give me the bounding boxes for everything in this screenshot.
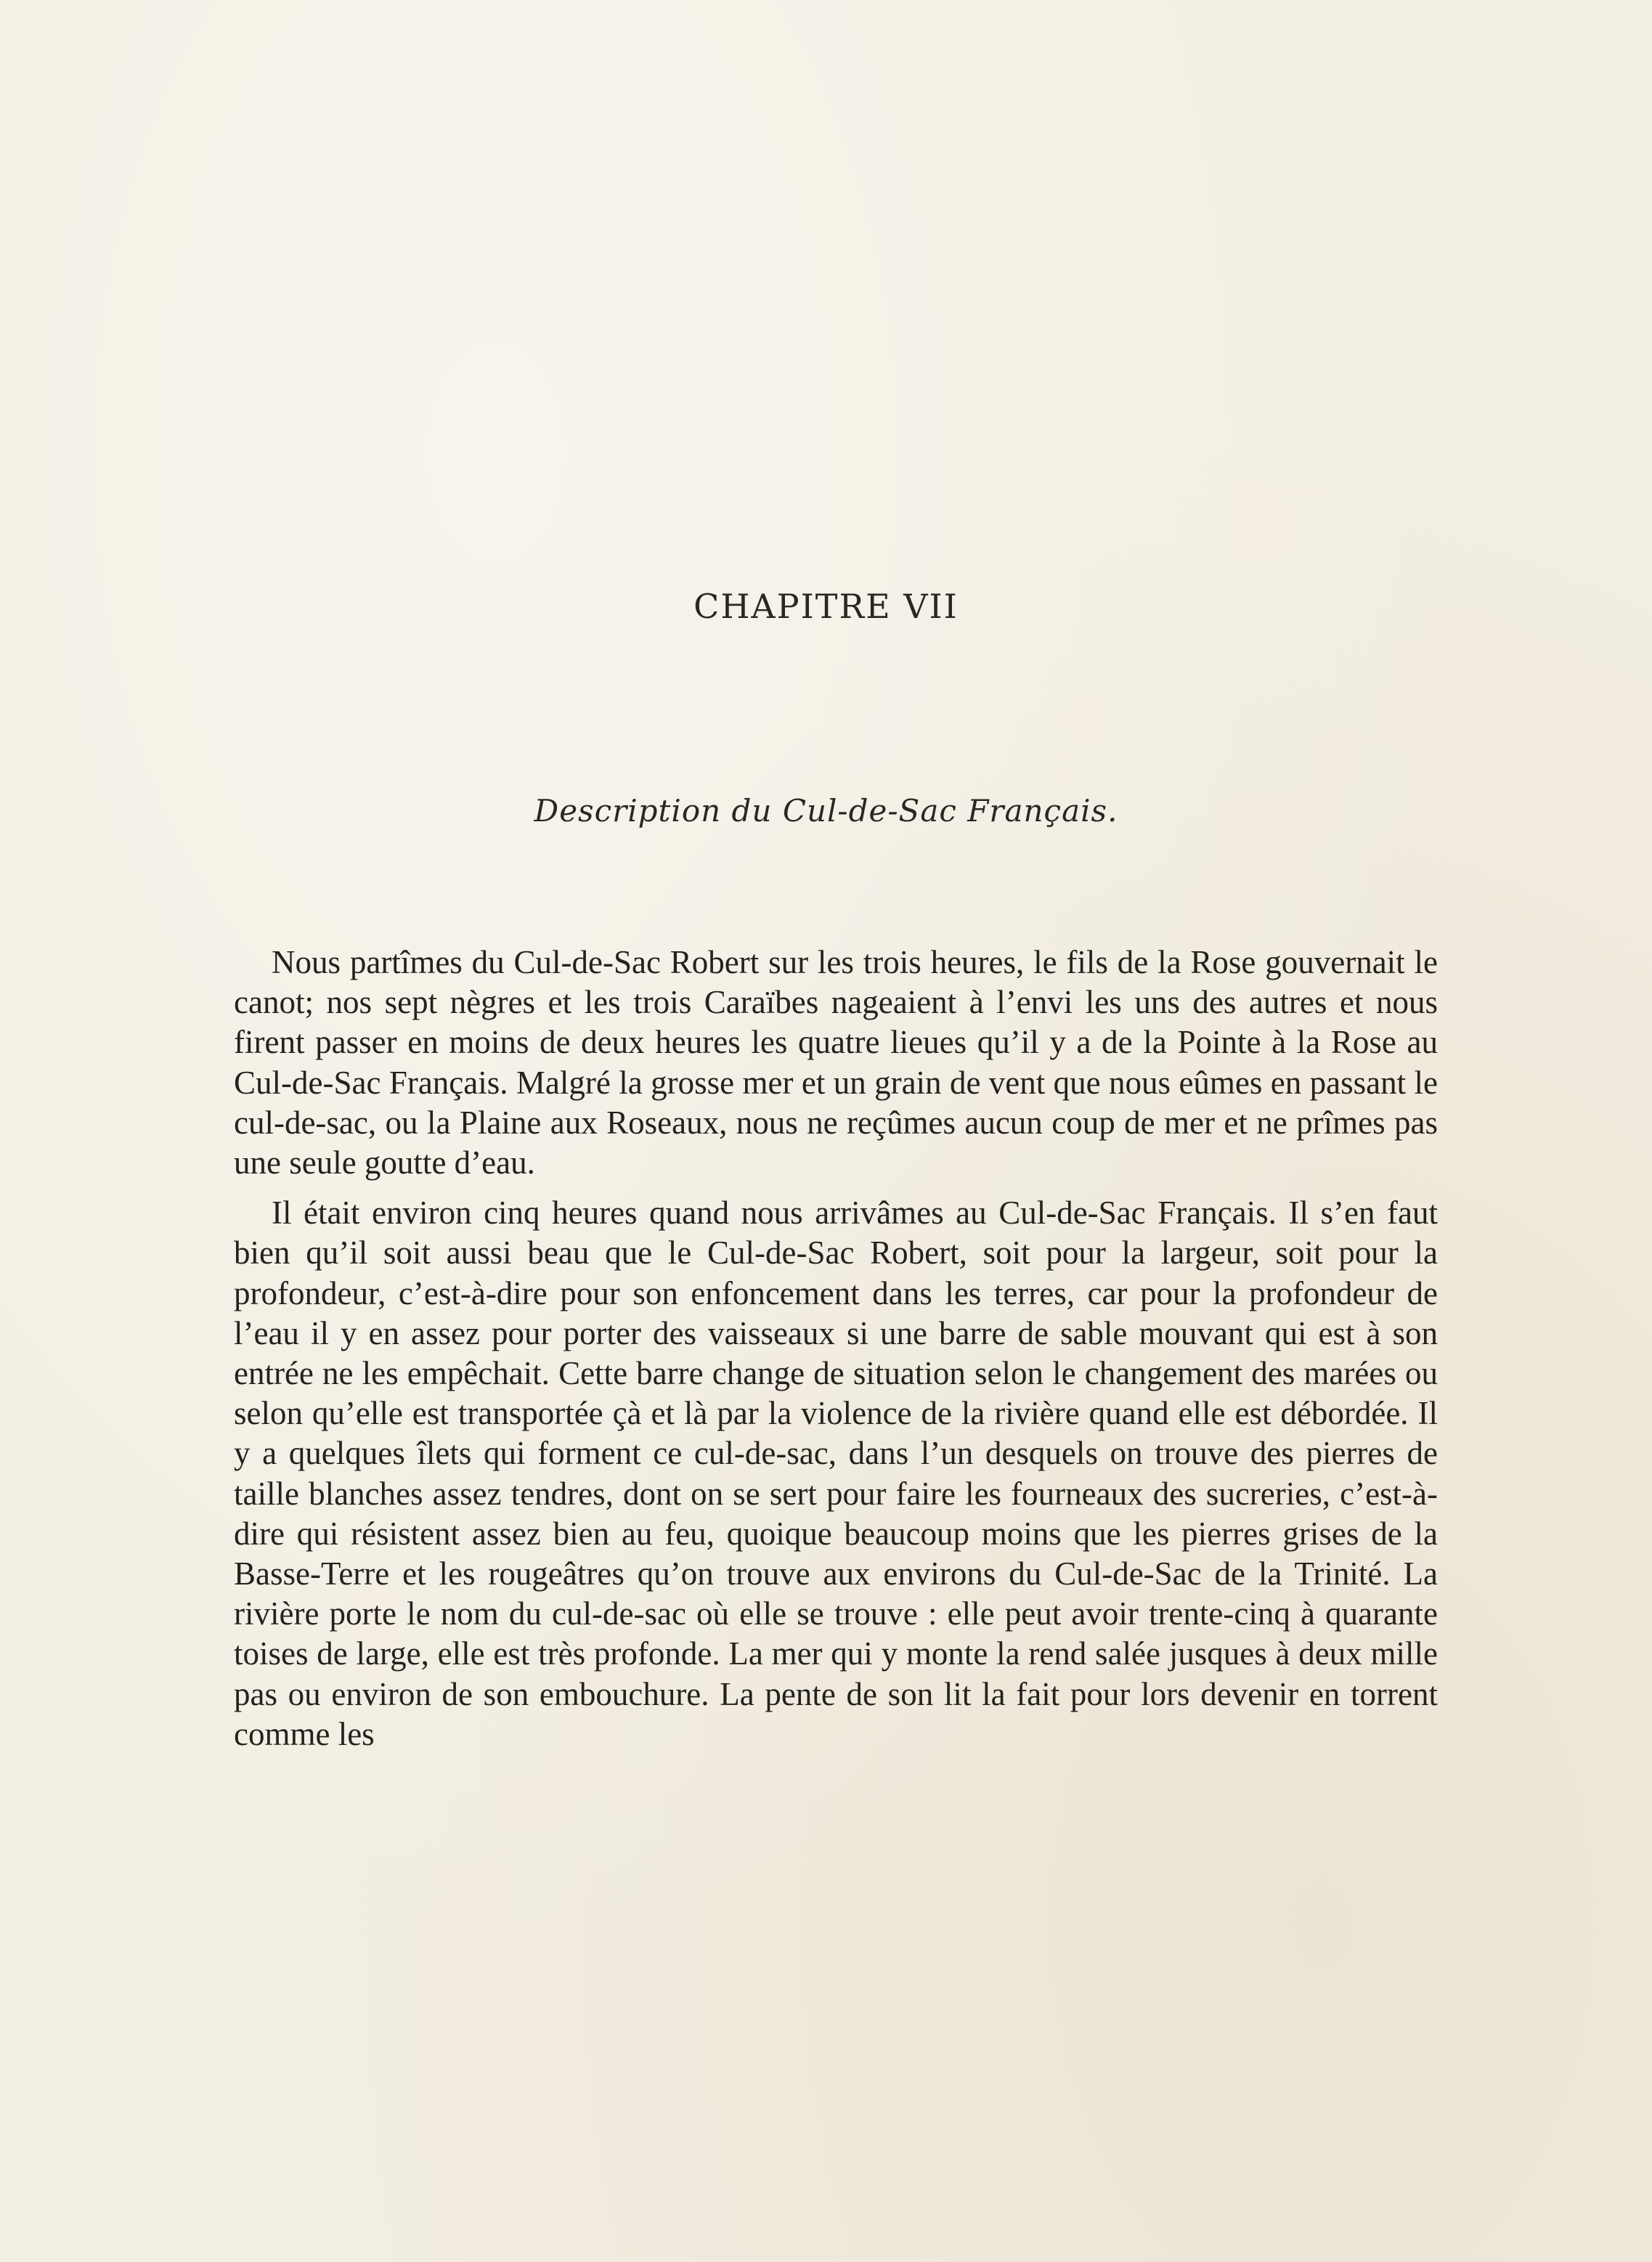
paragraph: Nous partîmes du Cul-de-Sac Robert sur les trois heures, le fils de la Rose gouvernait le canot; nos sept nègres et les trois Caraïbes nageaient à l’envi les uns des autres et nous firent passer en moins de deux heures les quatre lieues qu’il y a de la Pointe à la Rose au Cul-de-Sac Français. Malgré la grosse mer et un grain de vent que nous eûmes en passant le cul-de-sac, ou la Plaine aux Roseaux, nous ne reçûmes aucun coup de mer et ne prîmes pas une seule goutte d’eau. [234,944,1438,1181]
body-text [234,943,1438,1754]
chapter-subtitle: Description du Cul-de-Sac Français. [534,793,1118,829]
chapter-title: CHAPITRE VII [693,587,959,626]
paragraph: Il était environ cinq heures quand nous arrivâmes au Cul-de-Sac Français. Il s’en faut bien qu’il soit aussi beau que le Cul-de-Sac Robert, soit pour la largeur, soit pour la profondeur, c’est-à-dire pour son enfoncement dans les terres, car pour la profondeur de l’eau il y en assez pour porter des vaisseaux si une barre de sable mouvant qui est à son entrée ne les empêchait. Cette barre change de situation selon le changement des marées ou selon qu’elle est transportée çà et là par la violence de la rivière quand elle est débordée. Il y a quelques îlets qui forment ce cul-de-sac, dans l’un desquels on trouve des pierres de taille blanches assez tendres, dont on se sert pour faire les fourneaux des sucreries, c’est-à-dire qui résistent assez bien au feu, quoique beaucoup moins que les pierres grises de la Basse-Terre et les rougeâtres qu’on trouve aux environs du Cul-de-Sac de la Trinité. La rivière porte le nom du cul-de-sac où elle se trouve : elle peut avoir trente-cinq à quarante toises de large, elle est très profonde. La mer qui y monte la rend salée jusques à deux mille pas ou environ de son embouchure. La pente de son lit la fait pour lors devenir en torrent comme les [234,1195,1438,1752]
